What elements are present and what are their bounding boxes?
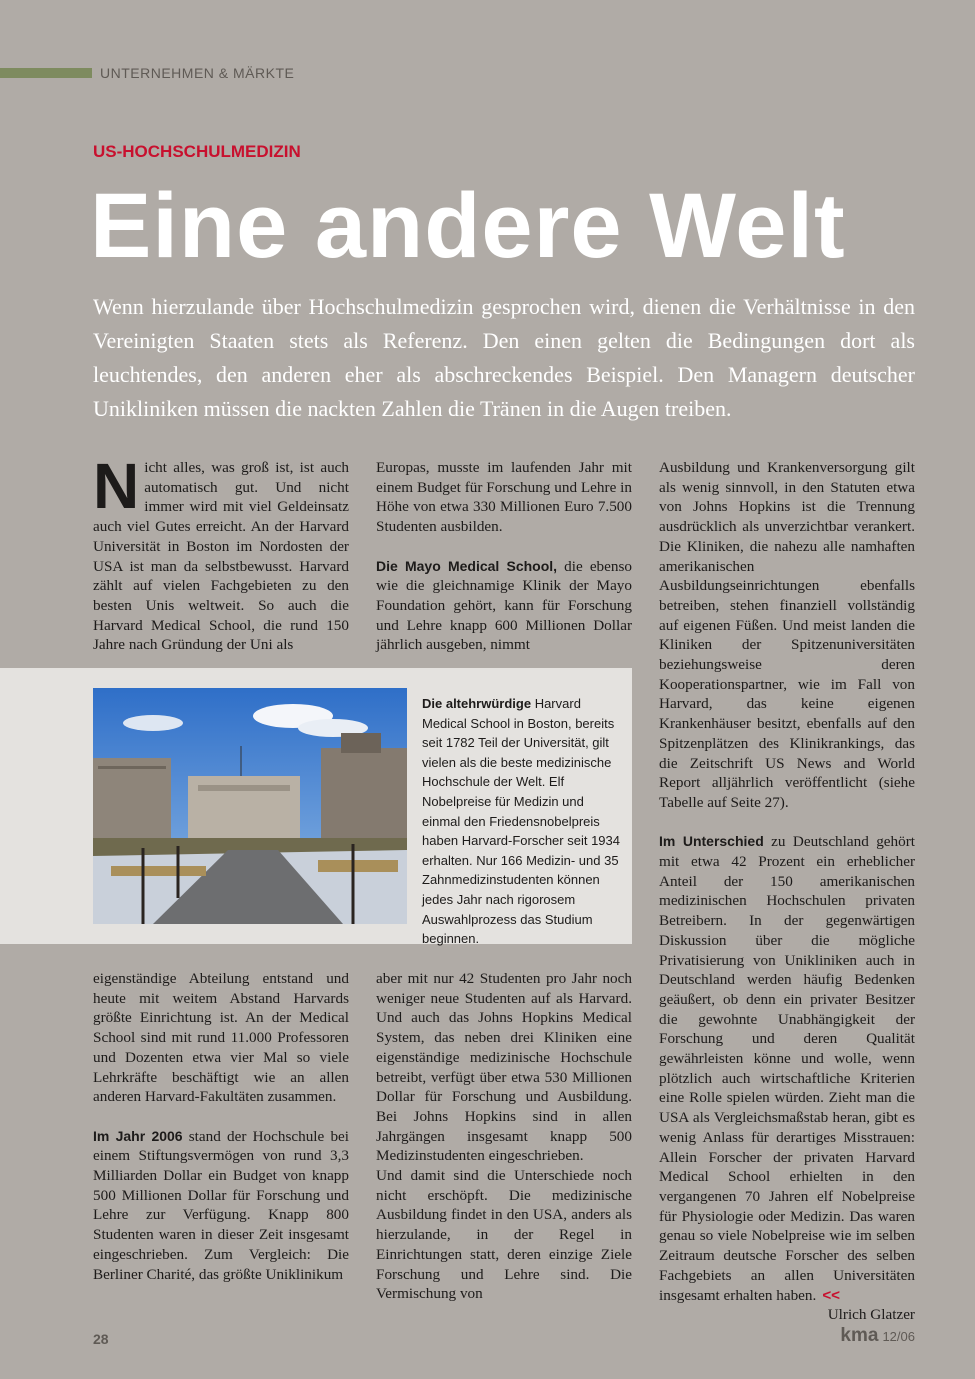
caption-text: Harvard Medical School in Boston, bereits seit 1782 Teil der Universität, gilt vielen als die beste medizinische Hochschule der Welt. Elf Nobelpreise für Medizin und einmal den Friedensnobelpreis haben Harvard-Forscher seit 1934 erhalten. Nur 166 Medizin- und 35 Zahnmedizinstudenten können jedes Jahr nach rigorosem Auswahlprozess das Studium beginnen.	[422, 696, 620, 947]
photo-caption	[422, 694, 622, 949]
paragraph	[659, 832, 915, 1305]
column-1-top	[93, 450, 349, 655]
article-lead: Wenn hierzulande über Hochschulmedizin gesprochen wird, dienen die Verhältnisse in den Vereinigten Staaten stets als Referenz. Den einen gelten die Bedingungen dort als leuchtendes, den anderen eher als abschreckendes Beispiel. Den Managern deutscher Unikliniken müssen die nackten Zahlen die Tränen in die Augen treiben.	[93, 294, 915, 421]
magazine-footer	[840, 1325, 915, 1347]
paragraph-lead-in: Die Mayo Medical School,	[376, 557, 558, 574]
paragraph-text: die ebenso wie die gleichnamige Klinik der Mayo Foundation gehört, kann für Forschung und Lehre knapp 600 Millionen Dollar jährlich ausgeben, nimmt	[376, 557, 632, 654]
section-color-bar	[0, 68, 92, 78]
paragraph	[93, 450, 349, 655]
column-2-top	[376, 458, 632, 655]
caption-lead-in: Die altehrwürdige	[422, 696, 532, 711]
harvard-medical-school-photo	[93, 688, 407, 924]
paragraph-lead-in: Im Unterschied	[659, 833, 764, 850]
paragraph	[376, 557, 632, 656]
column-2-bottom	[376, 969, 632, 1304]
issue-number: 12/06	[882, 1329, 915, 1344]
paragraph: Und damit sind die Unterschiede noch nicht erschöpft. Die medizinische Ausbildung findet in den USA, anders als hierzulande, in der Regel in Einrichtungen statt, deren einzige Ziele Forschung und Lehre sind. Die Vermischung von	[376, 1167, 632, 1303]
section-label: UNTERNEHMEN & MÄRKTE	[100, 65, 295, 81]
magazine-logo: kma	[840, 1325, 879, 1346]
paragraph	[93, 1127, 349, 1285]
article-title: Eine andere Welt	[90, 175, 846, 277]
column-1-bottom	[93, 969, 349, 1284]
article-end-mark: <<	[822, 1286, 841, 1304]
paragraph: Ausbildung und Krankenversorgung gilt als wenig sinnvoll, in den Statuten etwa von Johns Hopkins ist die Trennung ausdrücklich als unverzichtbar verankert. Die Kliniken, die nahezu alle namhaften amerikanischen Ausbildungseinrichtungen ebenfalls betreiben, stehen finanziell vollständig auf eigenen Füßen. Und meist landen die Kliniken der Spitzenuniversitäten beziehungsweise deren Kooperationspartner, wie im Fall von Harvard, das keine eigenen Krankenhäuser besitzt, ebenfalls auf den Spitzenplätzen des Klinikrankings, das die Zeitschrift US News and World Report alljährlich veröffentlicht (siehe Tabelle auf Seite 27).	[659, 459, 915, 811]
drop-cap: N	[93, 450, 140, 522]
author-name: Ulrich Glatzer	[827, 1306, 915, 1324]
paragraph-text: icht alles, was groß ist, ist auch automatisch gut. Und nicht immer wird mit viel Geldeinsatz auch viel Gutes erreicht. An der Harvard Universität in Boston im Nordosten der USA ist man da selbstbewusst. Harvard zählt auf vielen Fachgebieten zu den besten Unis weltweit. So auch die Harvard Medical School, die rund 150 Jahre nach Gründung der Uni als	[93, 459, 349, 654]
paragraph-lead-in: Im Jahr 2006	[93, 1127, 183, 1144]
article-kicker: US-HOCHSCHULMEDIZIN	[93, 142, 301, 161]
paragraph: eigenständige Abteilung entstand und heute mit weitem Abstand Harvards größte Einrichtung ist. An der Medical School sind mit rund 11.000 Professoren und Dozenten etwa vier Mal so viele Lehrkräfte beschäftigt wie an allen anderen Harvard-Fakultäten zusammen.	[93, 970, 349, 1106]
paragraph-text: stand der Hochschule bei einem Stiftungsvermögen von rund 3,3 Milliarden Dollar ein Budget von knapp 500 Millionen Dollar für Forschung und Lehre zur Verfügung. Knapp 800 Studenten waren in dieser Zeit insgesamt eingeschrieben. Zum Vergleich: Die Berliner Charité, das größte Uniklinikum	[93, 1127, 349, 1283]
page-number: 28	[93, 1331, 109, 1347]
paragraph: aber mit nur 42 Studenten pro Jahr noch weniger neue Studenten auf als Harvard. Und auch das Johns Hopkins Medical System, das neben drei Kliniken eine eigenständige medizinische Hochschule betreibt, verfügt über etwa 530 Millionen Dollar für Forschung und Ausbildung. Bei Johns Hopkins sind in allen Jahrgängen insgesamt knapp 500 Medizinstudenten eingeschrieben.	[376, 970, 632, 1165]
paragraph: Europas, musste im laufenden Jahr mit einem Budget für Forschung und Lehre in Höhe von etwa 330 Millionen Euro 7.500 Studenten ausbilden.	[376, 459, 632, 536]
column-3	[659, 458, 915, 1325]
paragraph-text: zu Deutschland gehört mit etwa 42 Prozent ein erheblicher Anteil der 150 amerikanischen medizinischen Hochschulen privaten Betreibern. In der gegenwärtigen Diskussion über die mögliche Privatisierung von Unikliniken auch in Deutschland werden häufig Bedenken geäußert, ob denn ein privater Besitzer die gewohnte Unabhängigkeit der Forschung und deren Qualität gewährleisten könne und wolle, wenn plötzlich auch wirtschaftliche Kriterien eine Rolle spielen würden. Zieht man die USA als Vergleichsmaßstab heran, gibt es wenig Anlass für derartiges Misstrauen: Allein Forscher der privaten Harvard Medical School erhielten in den vergangenen 70 Jahren elf Nobelpreise für Physiologie oder Medizin. Das waren genau so viele Nobelpreise wie im selben Zeitraum deutsche Forscher des selben Fachgebiets an allen Universitäten insgesamt erhalten haben.	[659, 833, 915, 1304]
